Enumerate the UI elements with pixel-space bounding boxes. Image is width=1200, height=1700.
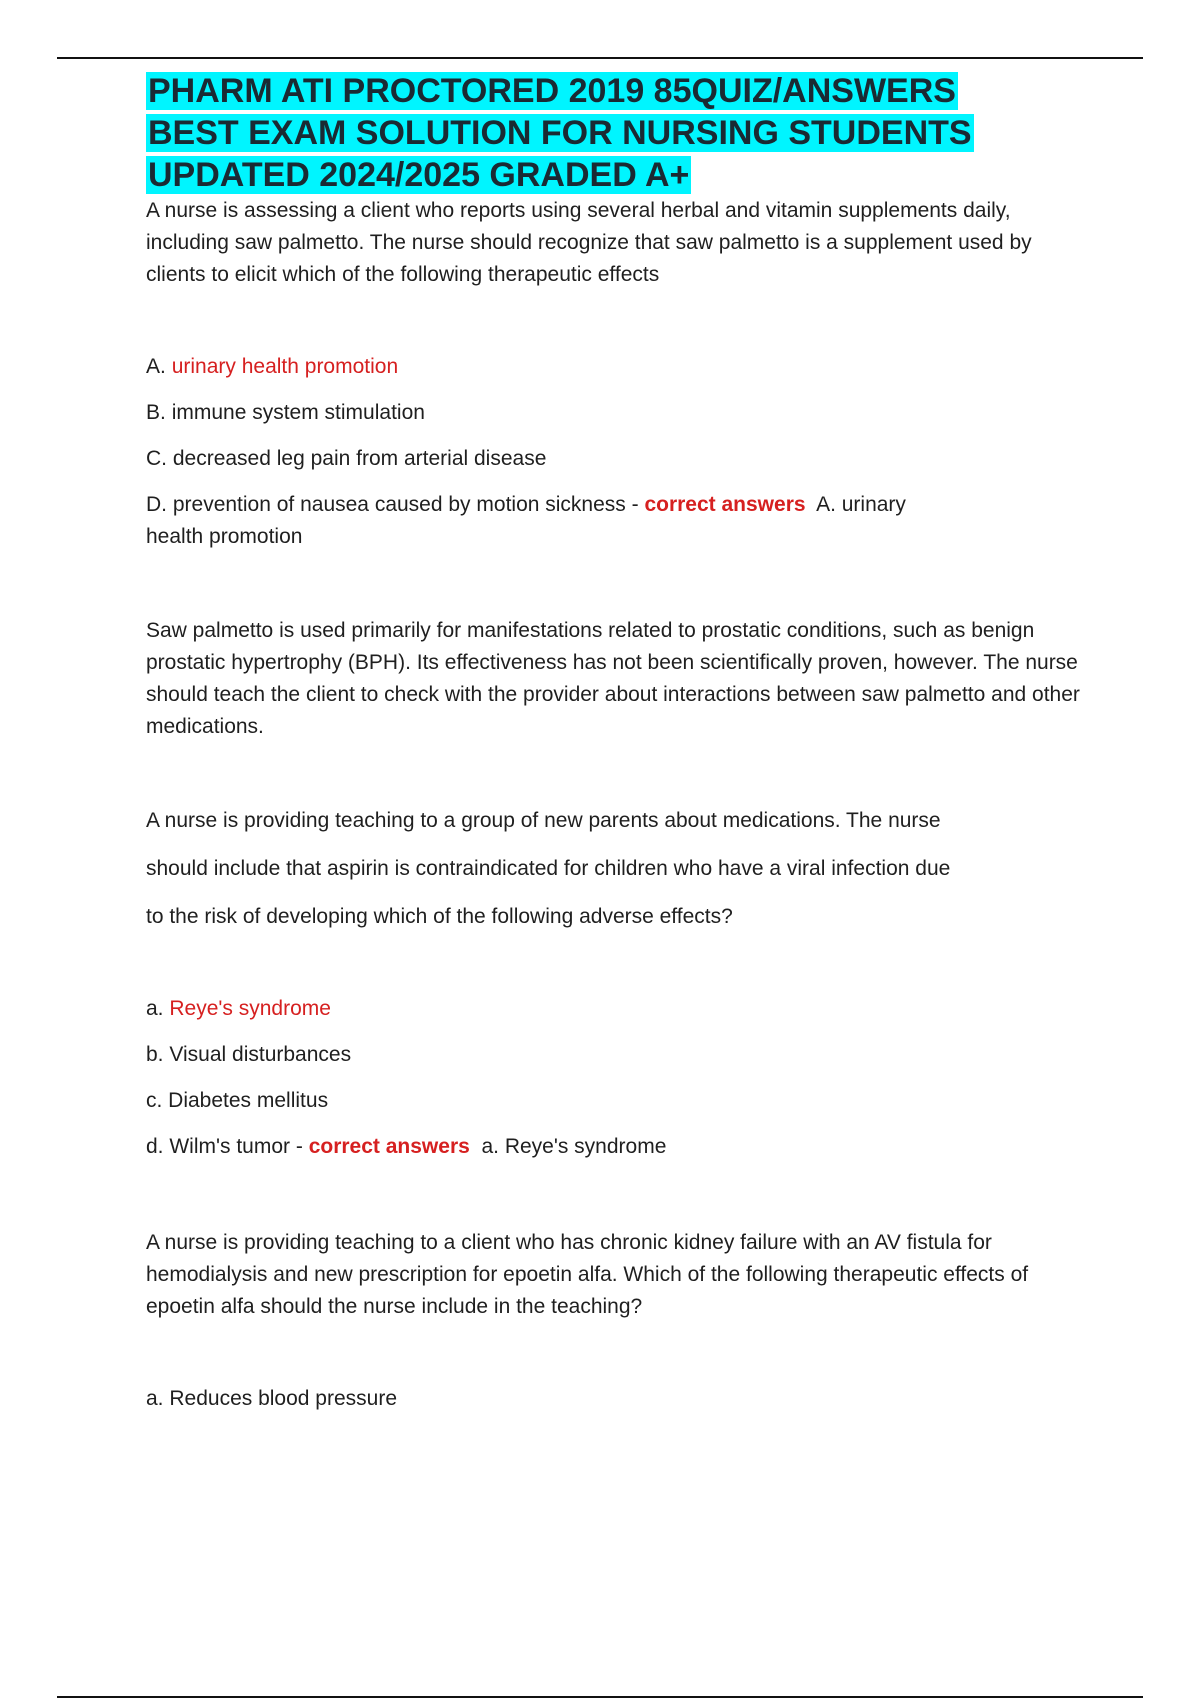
q2-option-d-letter: d. [146, 1135, 170, 1158]
document-body [146, 70, 1096, 1415]
title-line-1: PHARM ATI PROCTORED 2019 85QUIZ/ANSWERS [148, 72, 956, 110]
q1-option-d-text: prevention of nausea caused by motion sickness - [172, 493, 645, 516]
bottom-rule [57, 1696, 1143, 1698]
q2-option-c-letter: c. [146, 1089, 169, 1112]
q3-stem: A nurse is providing teaching to a client who has chronic kidney failure with an AV fistula for hemodialysis and new prescription for epoetin alfa. Which of the following therapeutic effects of epoetin alfa should the nurse include in the teaching? [146, 1231, 1029, 1318]
q2-correct-answers-label: correct answers [308, 1135, 470, 1158]
q1-rationale: Saw palmetto is used primarily for manifestations related to prostatic conditions, such as benign prostatic hypertrophy (BPH). Its effectiveness has not been scientifically proven, however. The nurse should teach the client to check with the provider about interactions between saw palmetto and other medications. [146, 619, 1080, 738]
q2-option-d-text: Wilm's tumor - [169, 1135, 309, 1158]
q2-option-b-text: Visual disturbances [169, 1043, 352, 1066]
q1-stem: A nurse is assessing a client who reports using several herbal and vitamin supplements daily, including saw palmetto. The nurse should recognize that saw palmetto is a supplement used by clients to elicit which of the following therapeutic effects [146, 199, 1032, 286]
q2-option-c [146, 1085, 1096, 1117]
q1-correct-answers-label: correct answers [644, 493, 806, 516]
q1-option-b [146, 397, 1096, 429]
q1-option-d [146, 489, 966, 553]
top-rule [57, 57, 1143, 59]
q1-option-c-text: decreased leg pain from arterial disease [172, 447, 547, 470]
q3-option-a-text: Reduces blood pressure [169, 1387, 397, 1410]
q2-option-d [146, 1131, 1096, 1163]
q2-option-a-letter: a. [146, 997, 170, 1020]
q1-option-b-letter: B. [146, 401, 172, 424]
document-title [146, 70, 1096, 196]
q1-option-d-letter: D. [146, 493, 173, 516]
q2-answer: a. Reye's syndrome [481, 1135, 667, 1158]
q1-option-a-text: urinary health promotion [171, 355, 399, 378]
title-line-3: UPDATED 2024/2025 GRADED A+ [148, 156, 690, 194]
q1-option-b-text: immune system stimulation [171, 401, 425, 424]
q1-option-c-letter: C. [146, 447, 173, 470]
q2-option-a [146, 993, 1096, 1025]
q1-answer: A. urinary health promotion [146, 493, 906, 548]
q1-option-c [146, 443, 1096, 475]
q2-stem-line-1: A nurse is providing teaching to a group of new parents about medications. The nurse [146, 809, 941, 832]
q2-option-c-text: Diabetes mellitus [168, 1089, 329, 1112]
q3-option-a [146, 1383, 1096, 1415]
q2-option-b-letter: b. [146, 1043, 170, 1066]
title-line-2: BEST EXAM SOLUTION FOR NURSING STUDENTS [148, 114, 972, 152]
q1-option-a [146, 351, 1096, 383]
q2-option-a-text: Reye's syndrome [169, 997, 331, 1020]
q2-stem-line-3: to the risk of developing which of the following adverse effects? [146, 905, 733, 928]
q1-option-a-letter: A. [146, 355, 172, 378]
q3-option-a-letter: a. [146, 1387, 170, 1410]
q2-stem-line-2: should include that aspirin is contraindicated for children who have a viral infection due [146, 857, 951, 880]
q2-option-b [146, 1039, 1096, 1071]
